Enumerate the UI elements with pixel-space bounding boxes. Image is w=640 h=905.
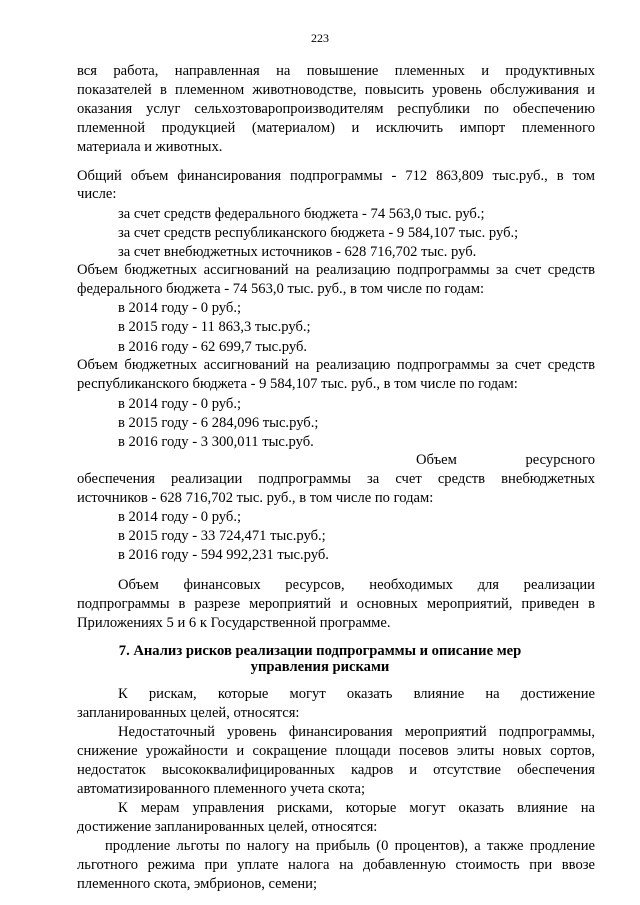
text-line: оказания услуг сельхозтоваропроизводителям республики по обеспечению [77, 101, 595, 117]
text-line: запланированных целей, относятся: [77, 705, 300, 721]
text-line: вся работа, направленная на повышение племенных и продуктивных [77, 63, 595, 79]
text-line: Приложениях 5 и 6 к Государственной программе. [77, 615, 391, 631]
text-line: К рискам, которые могут оказать влияние на достижение [118, 686, 595, 702]
text-line: льготного режима при уплате налога на добавленную стоимость при ввозе [77, 857, 595, 873]
text-line: Объем ресурсного [416, 452, 595, 468]
text-line: источников - 628 716,702 тыс. руб., в том числе по годам: [77, 490, 434, 506]
text-line: в 2014 году - 0 руб.; [118, 509, 242, 525]
text-line: племенного скота, эмбрионов, семени; [77, 876, 318, 892]
text-line: в 2016 году - 62 699,7 тыс.руб. [118, 339, 308, 355]
text-line: материала и животных. [77, 139, 223, 155]
text-line: обеспечения реализации подпрограммы за счет средств внебюджетных [77, 471, 595, 487]
text-line: в 2015 году - 33 724,471 тыс.руб.; [118, 528, 326, 544]
text-line: Недостаточный уровень финансирования мероприятий подпрограммы, [118, 724, 595, 740]
text-line: в 2015 году - 6 284,096 тыс.руб.; [118, 415, 319, 431]
text-line: в 2015 году - 11 863,3 тыс.руб.; [118, 319, 311, 335]
section-heading: 7. Анализ рисков реализации подпрограммы и описание мер [118, 643, 522, 659]
text-line: за счет средств федерального бюджета - 74 563,0 тыс. руб.; [118, 206, 485, 222]
text-line: автоматизированного племенного учета скота; [77, 781, 366, 797]
text-line: в 2014 году - 0 руб.; [118, 396, 242, 412]
text-line: подпрограммы в разрезе мероприятий и основных мероприятий, приведен в [77, 596, 595, 612]
section-heading: управления рисками [250, 659, 390, 675]
text-line: Объем финансовых ресурсов, необходимых для реализации [118, 577, 595, 593]
text-line: в 2014 году - 0 руб.; [118, 300, 242, 316]
text-line: за счет средств республиканского бюджета - 9 584,107 тыс. руб.; [118, 225, 519, 241]
page-number: 223 [311, 31, 329, 45]
text-line: достижение запланированных целей, относятся: [77, 819, 378, 835]
text-line: в 2016 году - 3 300,011 тыс.руб. [118, 434, 314, 450]
text-line: племенной продукцией (материалом) и исключить импорт племенного [77, 120, 595, 136]
text-line: показателей в племенном животноводстве, повысить уровень обслуживания и [77, 82, 595, 98]
text-line: республиканского бюджета - 9 584,107 тыс. руб., в том числе по годам: [77, 376, 518, 392]
text-line: продление льготы по налогу на прибыль (0 процентов), а также продление [105, 838, 595, 854]
text-line: Общий объем финансирования подпрограммы - 712 863,809 тыс.руб., в том [77, 168, 595, 184]
text-line: в 2016 году - 594 992,231 тыс.руб. [118, 547, 329, 563]
text-line: снижение урожайности и сокращение площади посевов элиты новых сортов, [77, 743, 595, 759]
text-line: федерального бюджета - 74 563,0 тыс. руб., в том числе по годам: [77, 281, 485, 297]
text-line: Объем бюджетных ассигнований на реализацию подпрограммы за счет средств [77, 357, 595, 373]
text-line: недостаток высококвалифицированных кадров и отсутствие обеспечения [77, 762, 595, 778]
text-line: Объем бюджетных ассигнований на реализацию подпрограммы за счет средств [77, 262, 595, 278]
text-line: числе: [77, 186, 117, 202]
text-line: за счет внебюджетных источников - 628 716,702 тыс. руб. [118, 244, 477, 260]
text-line: К мерам управления рисками, которые могут оказать влияние на [118, 800, 595, 816]
